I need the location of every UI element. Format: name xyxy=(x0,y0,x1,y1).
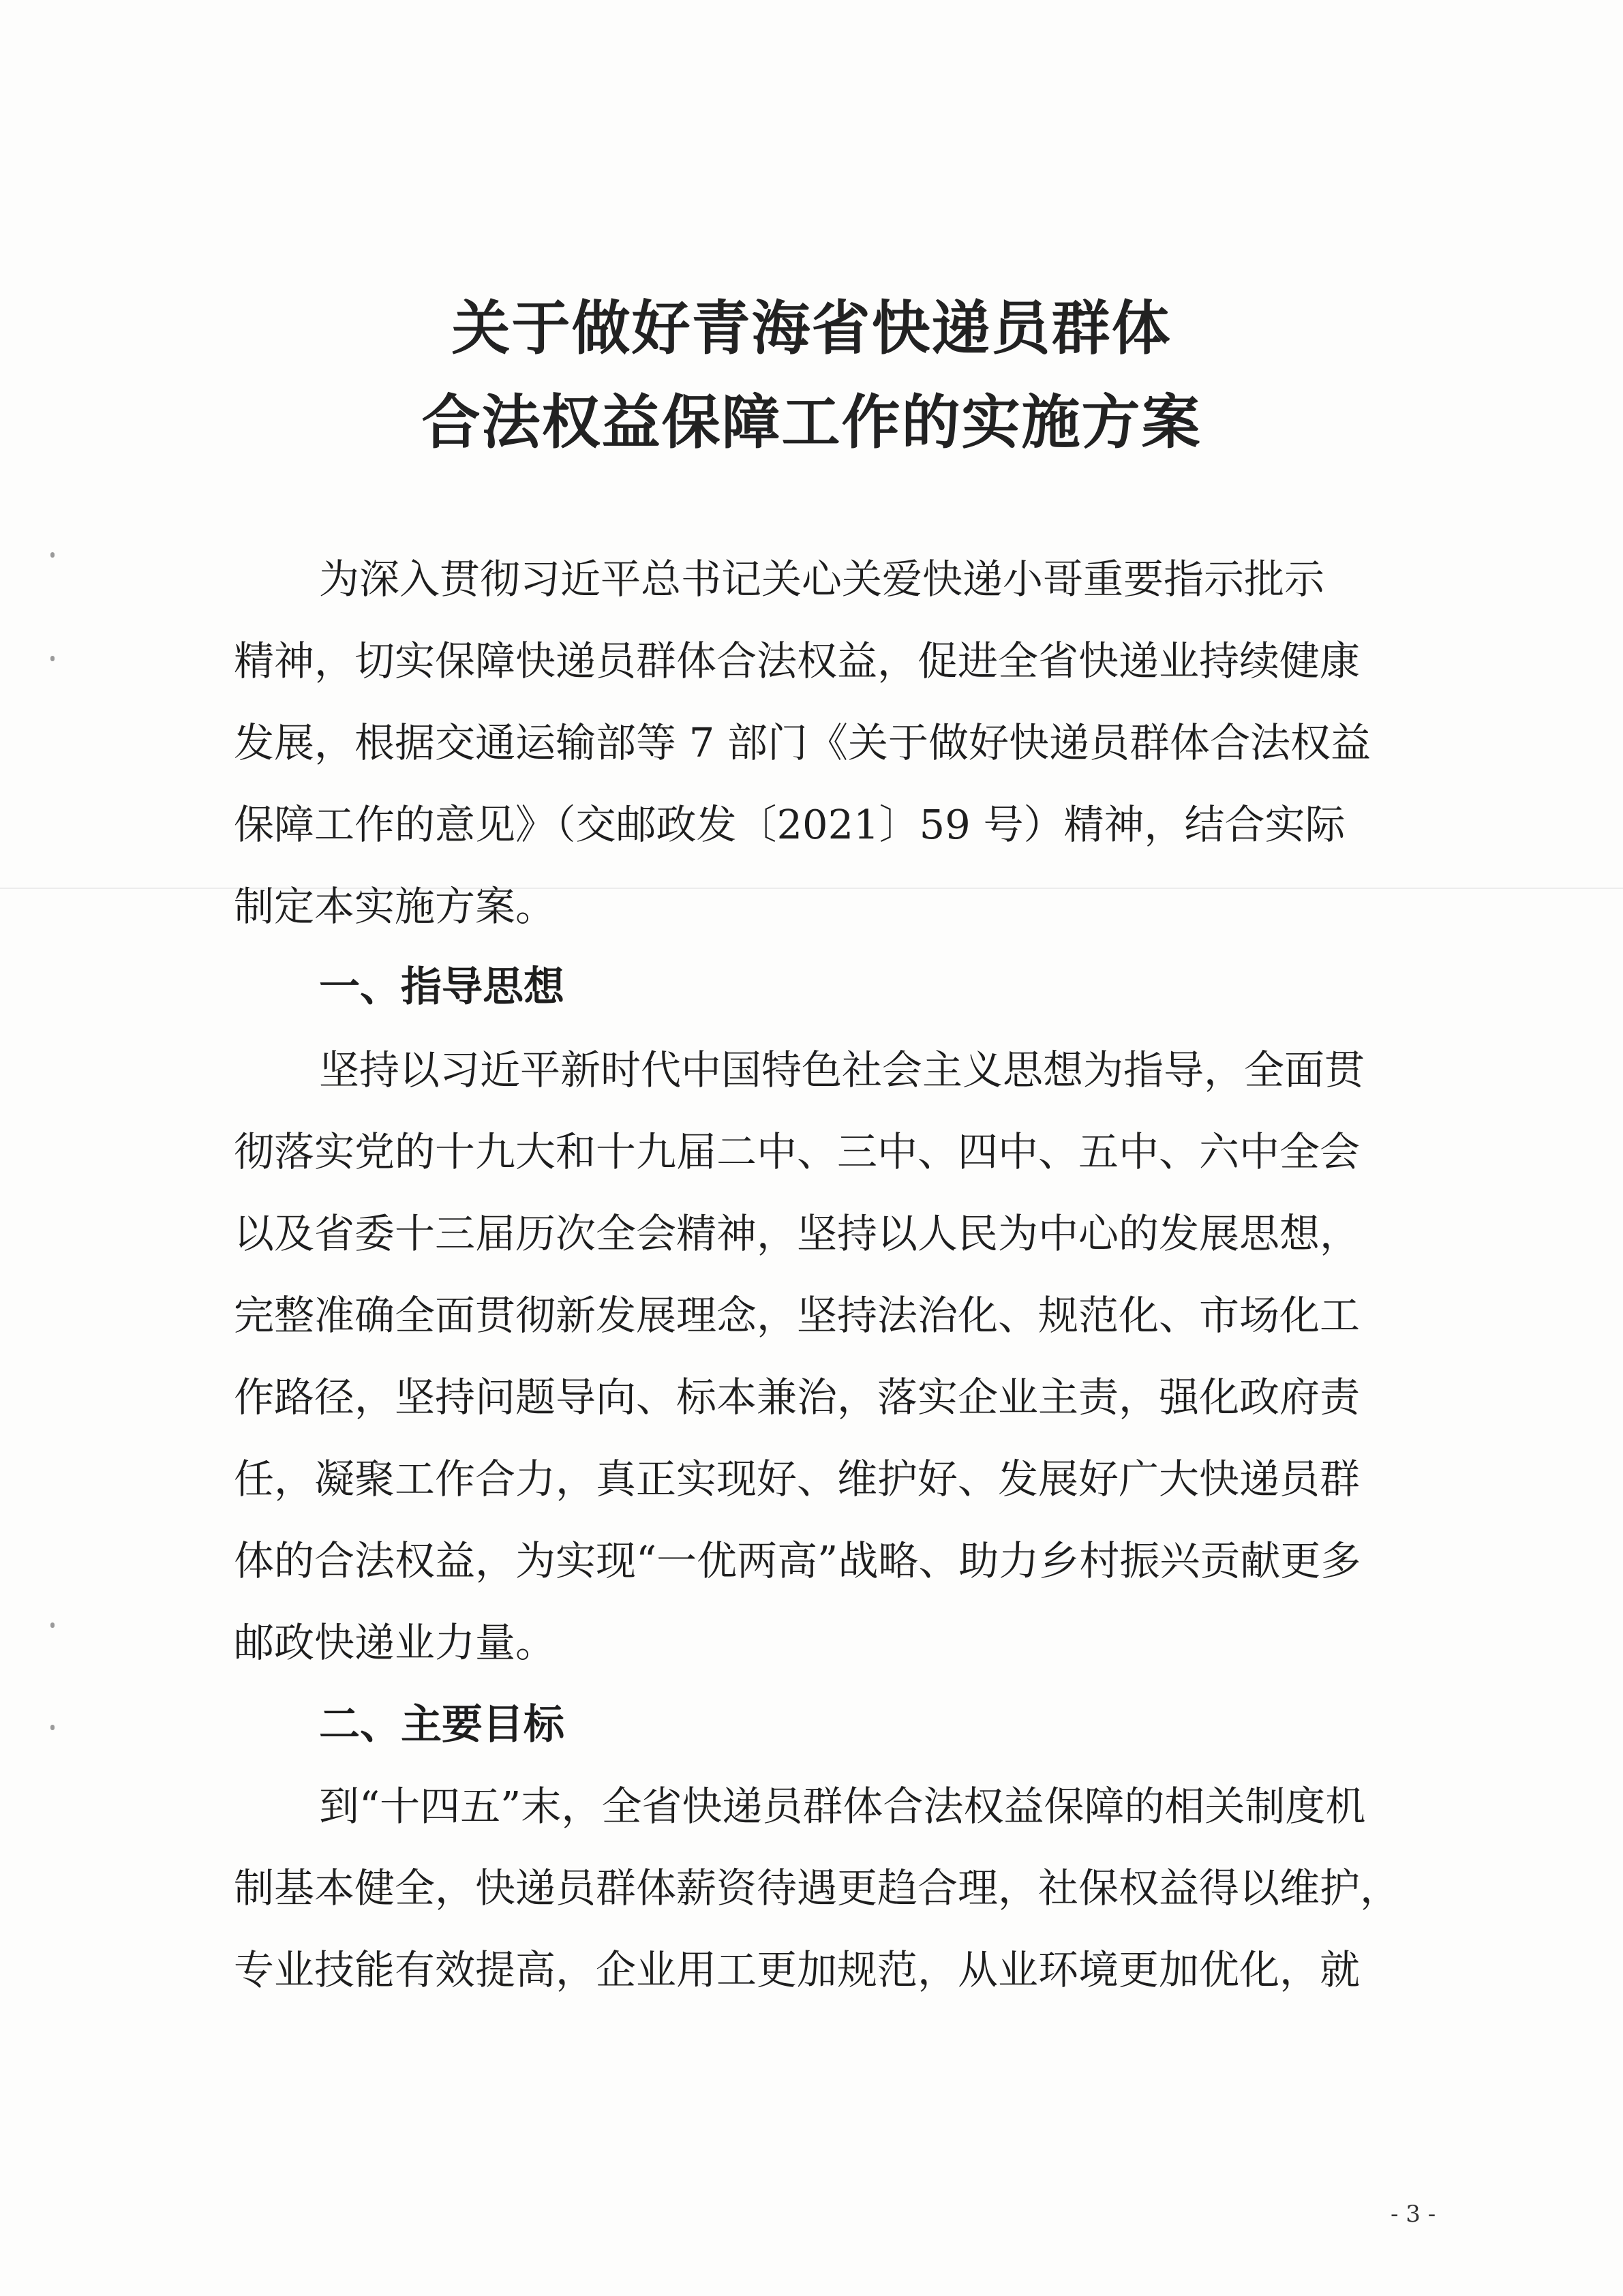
paragraph-2-line-7: 体的合法权益，为实现“一优两高”战略、助力乡村振兴贡献更多 xyxy=(234,1537,1361,1584)
paragraph-3-line-1: 到“十四五”末，全省快递员群体合法权益保障的相关制度机 xyxy=(319,1783,1366,1830)
scan-speck xyxy=(50,1725,55,1730)
document-title-line-2: 合法权益保障工作的实施方案 xyxy=(421,389,1202,457)
paragraph-2-line-4: 完整准确全面贯彻新发展理念，坚持法治化、规范化、市场化工 xyxy=(234,1292,1361,1339)
paragraph-2-line-2: 彻落实党的十九大和十九届二中、三中、四中、五中、六中全会 xyxy=(234,1128,1361,1175)
section-heading-guiding-ideology: 一、指导思想 xyxy=(319,963,564,1011)
paragraph-1-line-4: 保障工作的意见》（交邮政发〔2021〕59 号）精神，结合实际 xyxy=(234,801,1346,848)
paragraph-2-line-5: 作路径，坚持问题导向、标本兼治，落实企业主责，强化政府责 xyxy=(234,1374,1361,1421)
paragraph-3-line-3: 专业技能有效提高，企业用工更加规范，从业环境更加优化，就 xyxy=(234,1946,1361,1993)
page-number: - 3 - xyxy=(1391,2201,1436,2228)
paragraph-2-line-3: 以及省委十三届历次全会精神，坚持以人民为中心的发展思想， xyxy=(234,1210,1361,1257)
section-heading-main-goals: 二、主要目标 xyxy=(319,1701,564,1749)
scan-speck xyxy=(50,552,55,558)
paragraph-2-line-1: 坚持以习近平新时代中国特色社会主义思想为指导，全面贯 xyxy=(319,1046,1365,1093)
paragraph-3-line-2: 制基本健全，快递员群体薪资待遇更趋合理，社保权益得以维护， xyxy=(234,1864,1401,1912)
paragraph-1-line-1: 为深入贯彻习近平总书记关心关爱快递小哥重要指示批示 xyxy=(319,556,1325,603)
paragraph-1-line-5: 制定本实施方案。 xyxy=(234,883,556,930)
document-title-line-1: 关于做好青海省快递员群体 xyxy=(451,294,1172,363)
paragraph-1-line-2: 精神，切实保障快递员群体合法权益，促进全省快递业持续健康 xyxy=(234,637,1361,684)
paragraph-1-line-3: 发展，根据交通运输部等 7 部门《关于做好快递员群体合法权益 xyxy=(234,719,1371,766)
paragraph-2-line-8: 邮政快递业力量。 xyxy=(234,1619,556,1666)
scan-speck xyxy=(50,1622,55,1628)
scan-speck xyxy=(50,656,55,661)
paragraph-2-line-6: 任，凝聚工作合力，真正实现好、维护好、发展好广大快递员群 xyxy=(234,1455,1361,1502)
